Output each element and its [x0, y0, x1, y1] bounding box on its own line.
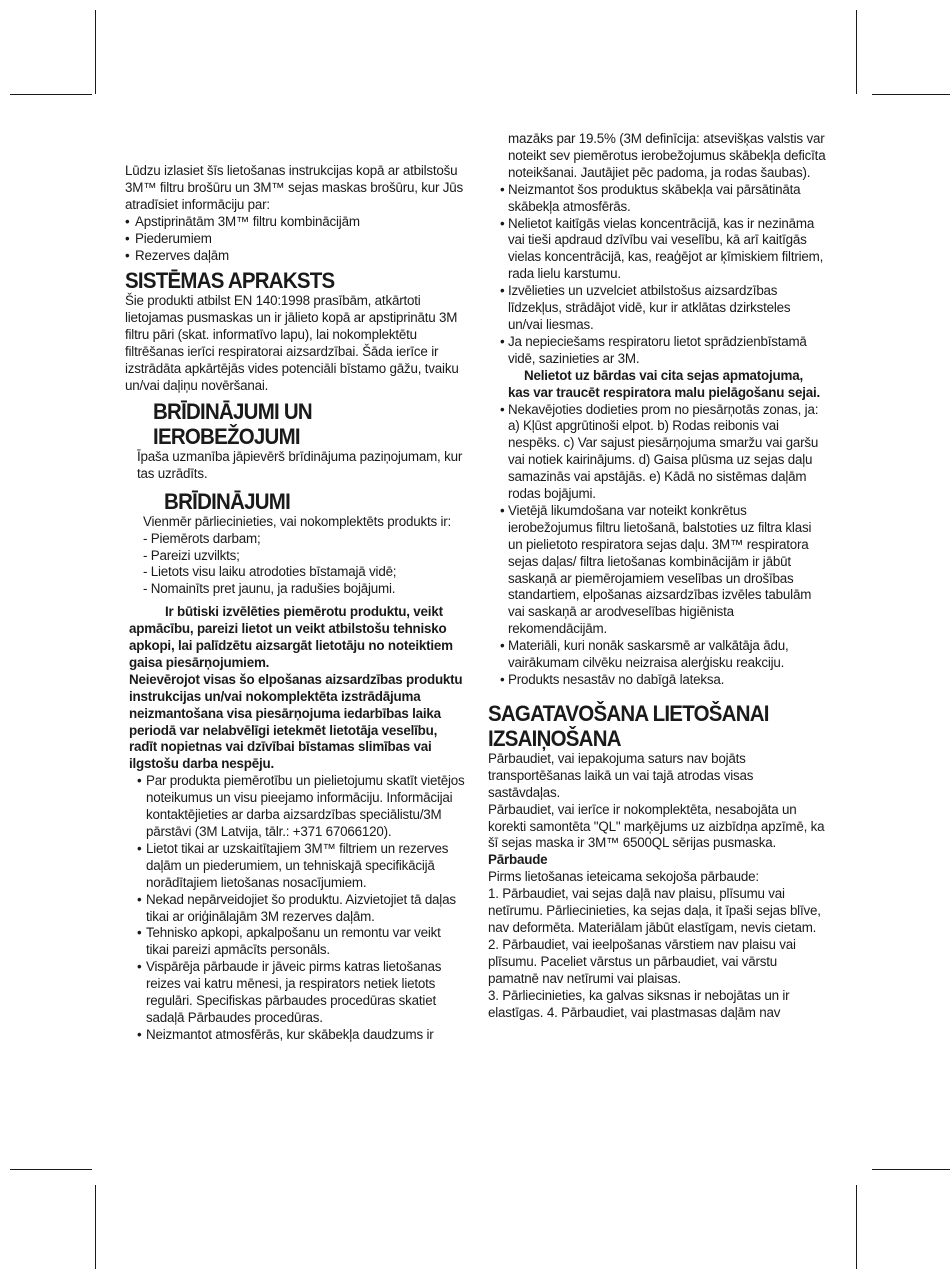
list-item: - Lietots visu laiku atrodoties bīstamajā vidē; [143, 564, 397, 580]
warnings-lead: Vienmēr pārliecinieties, vai nokomplektēts produkts ir: [143, 513, 452, 529]
list-item: • Nekad nepārveidojiet šo produktu. Aizvietojiet tā daļas tikai ar oriģinālajām 3M rezerves daļām. [137, 892, 465, 926]
warnings-bullets [137, 773, 465, 1044]
list-item: • Rezerves daļām [125, 248, 465, 265]
crop-mark [95, 1185, 96, 1269]
list-item: • Izvēlieties un uzvelciet atbilstošus aizsardzības līdzekļus, strādājot vidē, kur ir atklātas dzirksteles un/vai liesmas. [500, 283, 826, 334]
bold-warning-paragraph: Neievērojot visas šo elpošanas aizsardzības produktu instrukcijas un/vai nokomplektēta izstrādājuma neizmantošana visa piesārņojuma iedarbības laika periodā var nelabvēlīgi ietekmēt lietotāja veselību, radīt nopietnas vai dzīvībai bīstamas slimības vai ilgstošu darba nespēju. [129, 671, 463, 772]
inspection-lead: Pirms lietošanas ieteicama sekojoša pārbaude: [488, 869, 759, 885]
list-item: - Nomainīts pret jaunu, ja radušies bojājumi. [143, 581, 396, 597]
list-item: • Nekavējoties dodieties prom no piesārņotās zonas, ja: [500, 402, 826, 419]
list-item: • Piederumiem [125, 231, 465, 248]
list-item: • Ja nepieciešams respiratoru lietot sprādzienbīstamā vidē, sazinieties ar 3M. [500, 334, 826, 368]
list-item: • Neizmantot atmosfērās, kur skābekļa daudzums ir [137, 1027, 465, 1044]
inspection-step: 1. Pārbaudiet, vai sejas daļā nav plaisu, plīsumu vai netīrumu. Pārliecinieties, ka sejas daļa, it īpaši sejas blīve, nav deformēta. Materiālam jābūt elastīgam, nevis cietam. [488, 886, 821, 935]
unpacking-paragraph: Pārbaudiet, vai iepakojuma saturs nav bojāts transportēšanas laikā un vai tajā atrodas visas sastāvdaļas. [488, 750, 754, 800]
list-item: • Vietējā likumdošana var noteikt konkrētus ierobežojumus filtru lietošanā, balstoties uz filtra klasi un pielietoto respiratora sejas daļu. 3M™ respiratora sejas daļas/ filtra lietošanas kombinācijām ir jābūt saskaņā ar piemērojamiem veselības un drošības standartiem, elpošanas aizsardzības izvēles tabulām vai saskaņā ar arodveselības higiēnista rekomendācijām. [500, 503, 826, 638]
left-column [125, 163, 465, 1044]
right-column [488, 131, 826, 1021]
crop-mark [10, 94, 92, 95]
crop-mark [872, 1169, 950, 1170]
unpacking-heading: IZSAIŅOŠANA [488, 725, 621, 751]
inspection-step: 2. Pārbaudiet, vai ieelpošanas vārstiem nav plaisu vai plīsumu. Paceliet vārstus un pārbaudiet, vai vārstu pamatnē nav netīrumi vai plaisas. [488, 936, 796, 986]
heading-line: BRĪDINĀJUMI UN [153, 398, 312, 424]
inspection-step: 3. Pārliecinieties, ka galvas siksnas ir nebojātas un ir elastīgas. 4. Pārbaudiet, vai plastmasas daļām nav [488, 987, 790, 1020]
heading-line: IEROBEŽOJUMI [153, 423, 300, 449]
preparation-heading: SAGATAVOŠANA LIETOŠANAI [488, 700, 769, 726]
list-item: • Materiāli, kuri nonāk saskarsmē ar valkātāja ādu, vairākumam cilvēku neizraisa alerģisku reakciju. [500, 638, 826, 672]
list-item: • Nelietot kaitīgās vielas koncentrācijā, kas ir nezināma vai tieši apdraud dzīvību vai veselību, kā arī kaitīgās vielas koncentrācijā, kas, reaģējot ar ķīmiskiem filtriem, rada lielu karstumu. [500, 216, 826, 284]
assembly-paragraph: Pārbaudiet, vai ierīce ir nokomplektēta, nesabojāta un korekti samontēta "QL" marķējums uz aizbīdņa apzīmē, ka šī sejas maska ir 3M™ 6500QL sērijas pusmaska. [488, 801, 825, 851]
list-item: • Neizmantot šos produktus skābekļa vai pārsātināta skābekļa atmosfērās. [500, 182, 826, 216]
list-item: • Vispārēja pārbaude ir jāveic pirms katras lietošanas reizes vai katru mēnesi, ja respirators netiek lietots regulāri. Specifiskas pārbaudes procedūras skatiet sadaļā Pārbaudes procedūras. [137, 959, 465, 1027]
crop-mark [10, 1169, 92, 1170]
inspection-subheading: Pārbaude [488, 852, 548, 868]
warnings-limits-heading [125, 399, 465, 449]
crop-mark [95, 10, 96, 94]
list-item: • Par produkta piemērotību un pielietojumu skatīt vietējos noteikumus un visu pieejamo informāciju. Informācijai kontaktējieties ar darba aizsardzības speciālistu/3M pārstāvi (3M Latvija, tālr.: +371 67066120). [137, 773, 465, 841]
warnings-block [125, 514, 465, 599]
list-item: • Lietot tikai ar uzskaitītajiem 3M™ filtriem un rezerves daļām un piederumiem, un tehniskajā specifikācijā norādītajiem lietošanas nosacījumiem. [137, 841, 465, 892]
crop-mark [872, 94, 950, 95]
list-item: • Apstiprinātām 3M™ filtru kombinācijām [125, 214, 465, 231]
leave-area-list [500, 402, 826, 419]
bold-warning-paragraph: Ir būtiski izvēlēties piemērotu produktu, veikt apmācību, pareizi lietot un veikt atbilstošu tehnisko apkopi, lai palīdzētu aizsargāt lietotāju no noteiktiem gaisa piesārņojumiem. [129, 604, 453, 670]
intro-paragraph: Lūdzu izlasiet šīs lietošanas instrukcijas kopā ar atbilstošu 3M™ filtru brošūru un 3M™ sejas maskas brošūru, kur Jūs atradīsiet informāciju par: [125, 163, 464, 212]
crop-mark [856, 10, 857, 94]
list-item: • Produkts nesastāv no dabīgā lateksa. [500, 672, 826, 689]
leave-area-conditions: a) Kļūst apgrūtinoši elpot. b) Rodas reibonis vai nespēks. c) Var sajust piesārņojuma smaržu vai garšu vai notiek kairinājums. d) Gaisa plūsma uz sejas daļu samazinās vai apstājās. e) Kādā no sistēmas daļām rodas bojājumi. [508, 418, 819, 502]
list-item: - Piemērots darbam; [143, 530, 261, 546]
warnings-heading: BRĪDINĀJUMI [164, 488, 291, 514]
crop-mark [856, 1185, 857, 1269]
warnings-bullets-more [500, 503, 826, 689]
system-description-heading: SISTĒMAS APRAKSTS [125, 268, 335, 294]
intro-list [125, 214, 465, 265]
continued-text: mazāks par 19.5% (3M definīcija: atsevišķas valstis var noteikt sev piemērotus ierobežojumus skābekļa deficīta noteikšanai. Jautājiet pēc padoma, ja rodas šaubas). [508, 131, 826, 180]
system-description-body: Šie produkti atbilst EN 140:1998 prasībām, atkārtoti lietojamas pusmaskas un ir jālieto kopā ar apstiprinātu 3M filtru pāri (skat. informatīvo lapu), lai nokomplektētu filtrēšanas ierīci respiratorai aizsardzībai. Šāda ierīce ir izstrādāta apkārtējās vides potenciāli bīstamo gāžu, tvaiku un/vai daļiņu novēršanai. [125, 293, 459, 393]
warnings-bullets-continued [500, 182, 826, 368]
beard-warning: Nelietot uz bārdas vai cita sejas apmatojuma, kas var traucēt respiratora malu pielāgošanu sejai. [508, 367, 821, 400]
list-item: - Pareizi uzvilkts; [143, 547, 240, 563]
list-item: • Tehnisko apkopi, apkalpošanu un remontu var veikt tikai pareizi apmācīts personāls. [137, 925, 465, 959]
warnings-limits-body: Īpaša uzmanība jāpievērš brīdinājuma paziņojumam, kur tas uzrādīts. [137, 448, 463, 481]
checklist [143, 531, 465, 599]
